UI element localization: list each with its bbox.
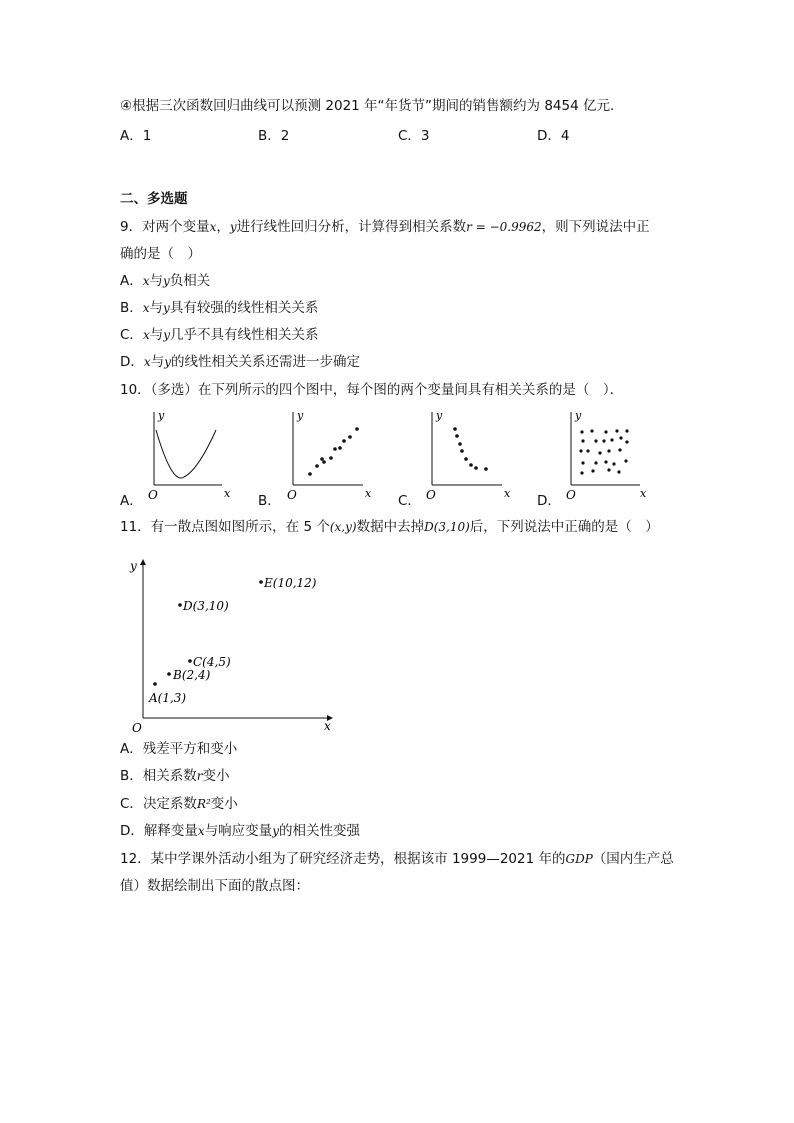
q9-stem-line2: 确的是（ ） (120, 246, 201, 262)
var-x: x (143, 355, 151, 369)
var-y: y (163, 274, 170, 288)
point-label-e: E(10,12) (264, 576, 317, 590)
point-a (153, 682, 157, 686)
var-x: x (142, 274, 150, 288)
dot (580, 471, 583, 474)
y-axis-label: y (158, 409, 165, 422)
option-text: 具有较强的线性相关关系 (169, 300, 319, 316)
q10-figure-c (426, 409, 511, 502)
dot (604, 430, 607, 433)
x-axis-label: x (224, 487, 231, 500)
option-label: C． (120, 796, 143, 812)
option-text: 残差平方和变小 (142, 741, 238, 757)
option-tail: 变小 (210, 796, 238, 812)
q11-text-3: 后，下列说法中正确的是（ ） (469, 519, 659, 535)
q12-stem (120, 850, 674, 868)
dot (581, 439, 584, 442)
option-label: C． (120, 327, 143, 343)
x-axis-label: x (324, 719, 331, 733)
dot (581, 461, 584, 464)
point-d (178, 603, 182, 607)
y-axis-label: y (130, 559, 137, 573)
dot (612, 462, 615, 465)
dot (338, 446, 342, 450)
option-text: 决定系数 (142, 796, 197, 812)
point-d-ref: D(3,10) (424, 520, 470, 534)
point-e (259, 580, 263, 584)
dot (355, 427, 359, 431)
q10-figure-a (148, 409, 231, 502)
dot (322, 460, 326, 464)
correlation-value: r = −0.9962 (466, 220, 542, 234)
dot (458, 442, 462, 446)
option-mid: 与响应变量 (204, 823, 273, 839)
q9-text-3: 进行线性回归分析，计算得到相关系数 (236, 219, 467, 235)
dot (342, 439, 346, 443)
point-b (167, 672, 171, 676)
dot (594, 439, 597, 442)
point-label-d: D(3,10) (183, 599, 229, 613)
x-axis-label: x (640, 487, 647, 500)
dot (580, 430, 583, 433)
point-label-c: C(4,5) (193, 655, 231, 669)
q11-text-2: 数据中去掉 (356, 519, 425, 535)
dot (474, 466, 478, 470)
q9-text-4: ，则下列说法中正 (541, 219, 650, 235)
var-y: y (163, 301, 170, 315)
origin-label: O (287, 488, 297, 502)
point-c (188, 659, 192, 663)
section-title: 二、多选题 (120, 191, 188, 207)
q12-stem-line2: 值）数据绘制出下面的散点图： (120, 878, 309, 894)
q11-stem (120, 518, 659, 536)
option-text: 相关系数 (142, 768, 197, 784)
q9-text-2: ， (216, 219, 230, 235)
dot (315, 464, 319, 468)
var-y: y (163, 328, 170, 342)
dot (590, 429, 593, 432)
dot (607, 449, 610, 452)
dot (308, 472, 312, 476)
var-r: r (196, 769, 203, 783)
dot (594, 461, 597, 464)
conj: 与 (149, 273, 164, 289)
conj: 与 (149, 327, 164, 343)
dot (455, 434, 459, 438)
dot (607, 468, 610, 471)
q10-label-d[interactable]: D． (537, 493, 561, 509)
option-label: D． (120, 823, 144, 839)
dot (617, 470, 620, 473)
q10-label-c[interactable]: C． (398, 493, 421, 509)
dot (484, 467, 488, 471)
var-x: x (209, 220, 217, 234)
q12-text-1: 12．某中学课外活动小组为了研究经济走势，根据该市 1999—2021 年的 (120, 851, 566, 867)
point-label-b: B(2,4) (173, 668, 211, 682)
var-x: x (197, 824, 205, 838)
option-text: 的线性相关关系还需进一步确定 (170, 354, 360, 370)
dot (469, 463, 473, 467)
point-label-a: A(1,3) (149, 691, 187, 705)
dot (333, 447, 337, 451)
var-y: y (272, 824, 279, 838)
option-tail: 变小 (202, 768, 230, 784)
q8-option-d[interactable]: D．4 (537, 128, 570, 144)
q11-option-c[interactable] (120, 795, 238, 813)
q11-option-a[interactable] (120, 740, 237, 758)
option-label: A． (120, 273, 143, 289)
q10-stem: 10．（多选）在下列所示的四个图中，每个图的两个变量间具有相关关系的是（ ）． (120, 382, 624, 398)
dot (460, 449, 464, 453)
q8-option-c[interactable]: C．3 (398, 128, 430, 144)
dot (453, 427, 457, 431)
q11-text-1: 11．有一散点图如图所示，在 5 个 (120, 519, 330, 535)
var-x: x (142, 328, 150, 342)
dot (624, 459, 627, 462)
option-text: 几乎不具有线性相关关系 (170, 327, 319, 343)
conj: 与 (150, 354, 165, 370)
origin-label: O (566, 488, 576, 502)
q10-label-b[interactable]: B． (258, 493, 281, 509)
dot (598, 451, 601, 454)
q11-points (148, 576, 317, 705)
q11-scatter-figure (120, 552, 350, 742)
option-label: A． (120, 741, 143, 757)
circled-number: ④ (120, 98, 133, 114)
y-axis-label: y (436, 409, 443, 422)
dot (610, 438, 613, 441)
q10-figure-d (566, 409, 647, 502)
dot (586, 449, 589, 452)
option-label: D． (120, 354, 144, 370)
option-label: B． (120, 768, 143, 784)
dot (615, 429, 618, 432)
q10-figures (0, 0, 794, 560)
dot (619, 436, 622, 439)
q11-option-b[interactable] (120, 767, 230, 785)
dot (579, 449, 582, 452)
q8-statement-text: 根据三次函数回归曲线可以预测 2021 年“年货节”期间的销售额约为 8454 亿元． (132, 98, 624, 114)
origin-label: O (148, 488, 158, 502)
var-x: x (142, 301, 150, 315)
q10-figure-b (287, 409, 372, 502)
var-r-squared: R² (196, 797, 211, 811)
dot (464, 457, 468, 461)
option-text: 解释变量 (143, 823, 198, 839)
dot (625, 440, 628, 443)
option-text: 负相关 (169, 273, 211, 289)
option-tail: 的相关性变强 (278, 823, 360, 839)
q11-option-d[interactable] (120, 822, 360, 840)
curve (156, 430, 216, 478)
q9-text-1: 9．对两个变量 (120, 219, 210, 235)
dot (625, 429, 628, 432)
dot (604, 460, 607, 463)
q12-text-2: （国内生产总 (592, 851, 674, 867)
pair-xy: (x,y) (329, 520, 357, 534)
dot (618, 448, 621, 451)
origin-label: O (426, 488, 436, 502)
dot (602, 439, 605, 442)
y-axis-label: y (575, 409, 582, 422)
dot (329, 456, 333, 460)
conj: 与 (149, 300, 164, 316)
gdp-term: GDP (565, 852, 593, 866)
var-y: y (164, 355, 171, 369)
dot (320, 457, 324, 461)
q8-option-a[interactable]: A．1 (120, 128, 152, 144)
var-y: y (229, 220, 237, 234)
q8-option-b[interactable]: B．2 (258, 128, 290, 144)
x-axis-label: x (504, 487, 511, 500)
q10-label-a[interactable]: A． (120, 493, 143, 509)
dot (591, 469, 594, 472)
option-label: B． (120, 300, 143, 316)
y-axis-label: y (297, 409, 304, 422)
origin-label: O (132, 721, 142, 735)
dot (348, 435, 352, 439)
x-axis-label: x (365, 487, 372, 500)
